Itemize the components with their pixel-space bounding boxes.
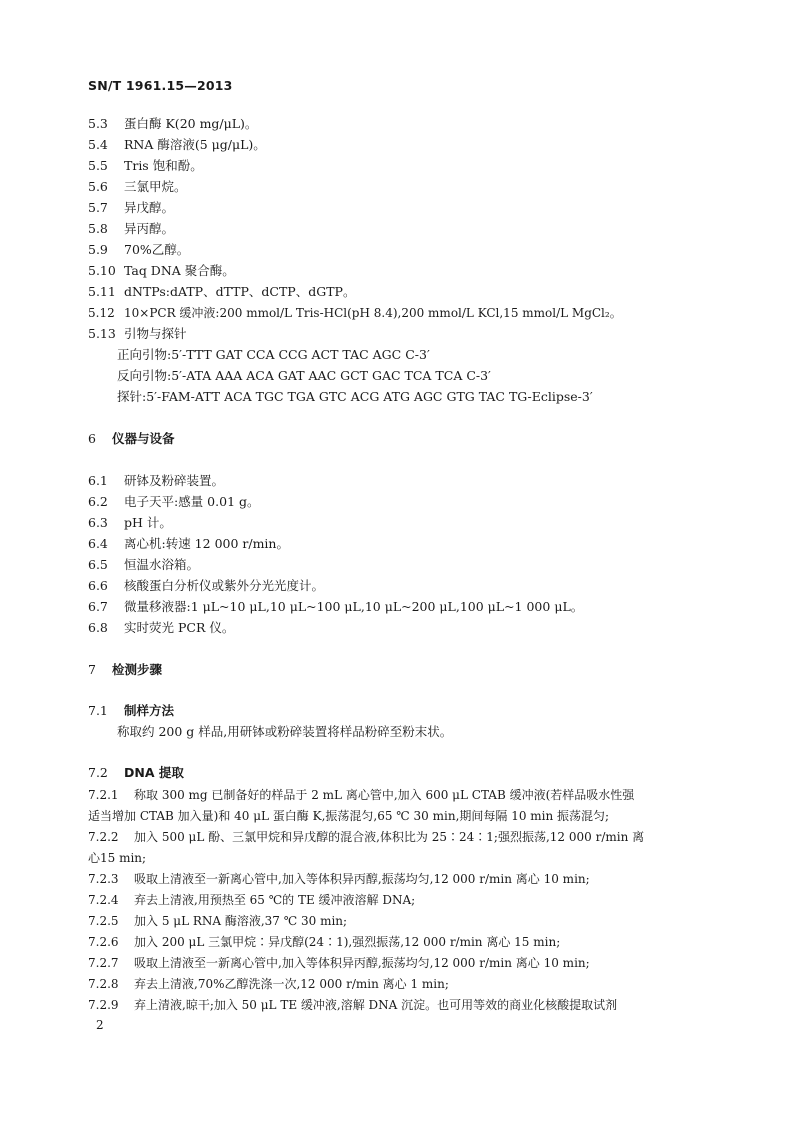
item-number: 5.10	[88, 263, 116, 278]
item-text: Tris 饱和酚。	[124, 158, 203, 173]
item-text: RNA 酶溶液(5 μg/μL)。	[124, 137, 266, 152]
item-number: 6.8	[88, 620, 108, 635]
reagent-item	[88, 284, 355, 300]
item-text: pH 计。	[124, 515, 172, 530]
equipment-item	[88, 620, 234, 636]
reagent-item	[88, 137, 266, 153]
step-number: 7.2.9	[88, 998, 119, 1012]
item-number: 6.5	[88, 557, 108, 572]
item-text: 70%乙醇。	[124, 242, 190, 257]
item-number: 5.4	[88, 137, 108, 152]
step-text: 加入 5 μL RNA 酶溶液,37 ℃ 30 min;	[134, 914, 348, 928]
paragraph-7-1: 称取约 200 g 样品,用研钵或粉碎装置将样品粉碎至粉末状。	[117, 724, 453, 739]
reagent-item	[88, 116, 257, 132]
item-text: 恒温水浴箱。	[124, 557, 200, 572]
item-text: 异丙醇。	[124, 221, 175, 236]
step-text: 吸取上清液至一新离心管中,加入等体积异丙醇,振荡均匀,12 000 r/min 离心 10 min;	[134, 956, 590, 970]
item-text: 异戊醇。	[124, 200, 175, 215]
item-text: 研钵及粉碎装置。	[124, 473, 225, 488]
equipment-item	[88, 494, 260, 510]
section-title: 制样方法	[124, 703, 175, 718]
step-item	[88, 934, 560, 950]
section-heading-6	[88, 431, 175, 447]
step-text: 弃去上清液,70%乙醇洗涤一次,12 000 r/min 离心 1 min;	[134, 977, 449, 991]
reagent-item	[88, 200, 174, 216]
step-number: 7.2.7	[88, 956, 119, 970]
step-number: 7.2.4	[88, 893, 119, 907]
item-text: 10×PCR 缓冲液:200 mmol/L Tris-HCl(pH 8.4),200 mmol/L KCl,15 mmol/L MgCl₂。	[124, 306, 622, 320]
item-number: 5.9	[88, 242, 108, 257]
step-item	[88, 787, 634, 803]
step-continuation: 适当增加 CTAB 加入量)和 40 μL 蛋白酶 K,振荡混匀,65 ℃ 30 min,期间每隔 10 min 振荡混匀;	[88, 809, 610, 823]
section-number: 7.2	[88, 765, 108, 780]
primer-line: 探针:5′-FAM-ATT ACA TGC TGA GTC ACG ATG AGC GTG TAC TG-Eclipse-3′	[117, 389, 593, 404]
section-heading-7	[88, 662, 162, 678]
reagent-item	[88, 242, 189, 258]
item-number: 5.13	[88, 326, 116, 341]
section-title: 检测步骤	[112, 662, 163, 677]
item-text: dNTPs:dATP、dTTP、dCTP、dGTP。	[124, 284, 356, 299]
item-text: 蛋白酶 K(20 mg/μL)。	[124, 116, 258, 131]
item-text: 离心机:转速 12 000 r/min。	[124, 536, 289, 551]
section-number: 7.1	[88, 703, 108, 718]
item-number: 5.7	[88, 200, 108, 215]
standard-number-header: SN/T 1961.15—2013	[88, 78, 233, 93]
item-text: 电子天平:感量 0.01 g。	[124, 494, 260, 509]
step-number: 7.2.5	[88, 914, 119, 928]
step-item	[88, 955, 590, 971]
reagent-item	[88, 305, 622, 321]
step-item	[88, 913, 347, 929]
primer-line: 正向引物:5′-TTT GAT CCA CCG ACT TAC AGC C-3′	[117, 347, 430, 362]
step-item	[88, 976, 449, 992]
reagent-item	[88, 158, 203, 174]
step-text: 吸取上清液至一新离心管中,加入等体积异丙醇,振荡均匀,12 000 r/min 离心 10 min;	[134, 872, 590, 886]
step-text: 弃上清液,晾干;加入 50 μL TE 缓冲液,溶解 DNA 沉淀。也可用等效的商业化核酸提取试剂	[134, 998, 618, 1012]
equipment-item	[88, 599, 583, 615]
step-item	[88, 829, 644, 845]
item-number: 6.2	[88, 494, 108, 509]
reagent-item	[88, 263, 235, 279]
reagent-item	[88, 179, 187, 195]
item-number: 5.12	[88, 306, 115, 320]
item-text: Taq DNA 聚合酶。	[124, 263, 235, 278]
item-text: 核酸蛋白分析仪或紫外分光光度计。	[124, 578, 325, 593]
step-item	[88, 892, 415, 908]
step-item	[88, 997, 617, 1013]
step-text: 加入 500 μL 酚、三氯甲烷和异戊醇的混合液,体积比为 25∶24∶1;强烈振荡,12 000 r/min 离	[134, 830, 645, 844]
item-number: 5.11	[88, 284, 116, 299]
step-number: 7.2.6	[88, 935, 119, 949]
equipment-item	[88, 557, 199, 573]
item-text: 三氯甲烷。	[124, 179, 187, 194]
section-title: 仪器与设备	[112, 431, 175, 446]
step-text: 称取 300 mg 已制备好的样品于 2 mL 离心管中,加入 600 μL CTAB 缓冲液(若样品吸水性强	[134, 788, 635, 802]
primer-line: 反向引物:5′-ATA AAA ACA GAT AAC GCT GAC TCA TCA C-3′	[117, 368, 491, 383]
equipment-item	[88, 473, 224, 489]
step-number: 7.2.8	[88, 977, 119, 991]
step-text: 弃去上清液,用预热至 65 ℃的 TE 缓冲液溶解 DNA;	[134, 893, 416, 907]
item-number: 5.6	[88, 179, 108, 194]
subsection-heading-7-1	[88, 703, 174, 719]
step-text: 加入 200 μL 三氯甲烷∶异戊醇(24∶1),强烈振荡,12 000 r/min 离心 15 min;	[134, 935, 561, 949]
item-number: 6.3	[88, 515, 108, 530]
step-item	[88, 871, 590, 887]
section-title: DNA 提取	[124, 765, 184, 780]
section-number: 6	[88, 431, 96, 446]
step-number: 7.2.3	[88, 872, 119, 886]
item-number: 5.5	[88, 158, 108, 173]
item-text: 引物与探针	[124, 326, 187, 341]
section-number: 7	[88, 662, 96, 677]
subsection-heading-7-2	[88, 765, 184, 781]
item-number: 5.8	[88, 221, 108, 236]
equipment-item	[88, 515, 172, 531]
equipment-item	[88, 578, 324, 594]
item-number: 6.7	[88, 599, 108, 614]
page-number: 2	[96, 1018, 104, 1032]
reagent-item	[88, 326, 187, 342]
step-number: 7.2.2	[88, 830, 119, 844]
step-continuation: 心15 min;	[88, 851, 147, 865]
step-number: 7.2.1	[88, 788, 119, 802]
item-text: 微量移液器:1 μL~10 μL,10 μL~100 μL,10 μL~200 μL,100 μL~1 000 μL。	[124, 599, 584, 614]
reagent-item	[88, 221, 174, 237]
equipment-item	[88, 536, 289, 552]
item-number: 6.4	[88, 536, 108, 551]
item-number: 6.6	[88, 578, 108, 593]
item-number: 6.1	[88, 473, 108, 488]
item-number: 5.3	[88, 116, 108, 131]
item-text: 实时荧光 PCR 仪。	[124, 620, 235, 635]
